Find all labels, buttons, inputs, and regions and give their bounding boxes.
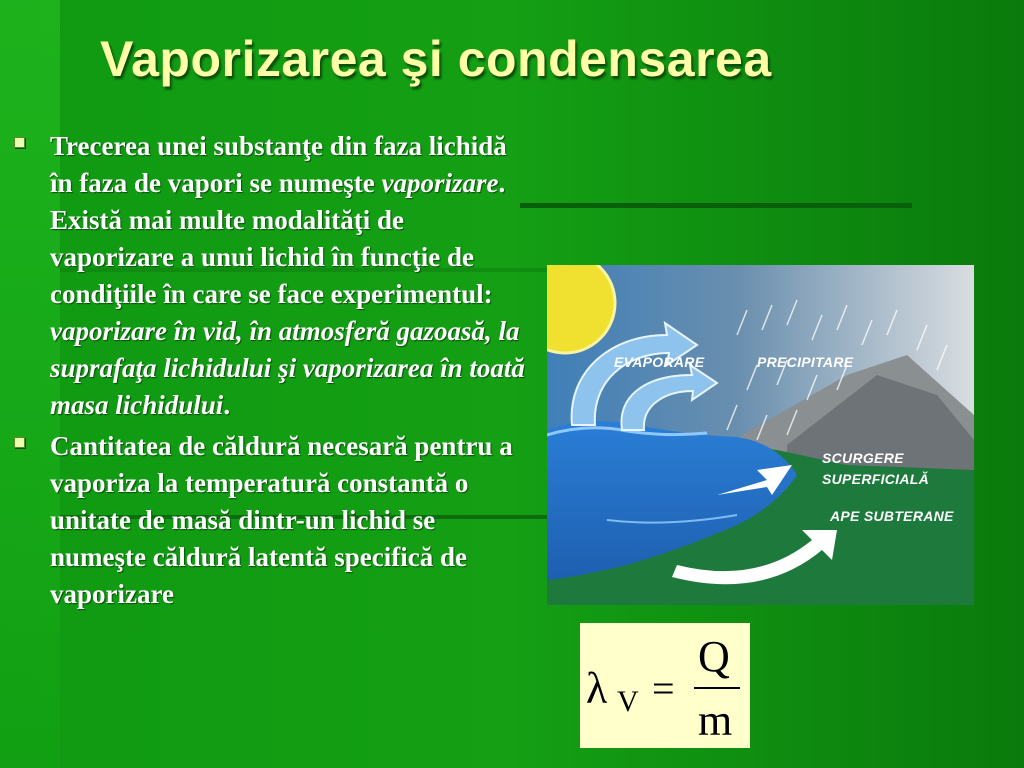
latent-heat-formula — [580, 623, 750, 748]
formula-subscript: V — [617, 685, 639, 718]
bullet-item — [12, 128, 532, 424]
formula-lambda: λ — [586, 664, 608, 713]
bullet-item — [12, 428, 532, 613]
water-cycle-illustration — [547, 265, 974, 605]
bullet-text: Trecerea unei substanţe din faza lichidă în faza de vapori se numeşte — [50, 131, 507, 198]
formula-numerator: Q — [698, 632, 730, 681]
bullet-text: , — [236, 316, 250, 346]
bullet-text: Cantitatea de căldură necesară pentru a vaporiza la temperatură constantă o unitate de masă dintr-un lichid se numeşte căldură latentă specifică de vaporizare — [50, 431, 513, 609]
bullet-text: . Există mai multe modalităţi de vaporizare a unui lichid în funcţie de condiţiile în care se face experimentul: — [50, 168, 506, 309]
formula-fraction-bar — [694, 687, 740, 689]
bullet-text: . — [223, 390, 231, 420]
runoff-label-line1: SCURGERE — [822, 450, 904, 466]
bullet-marker-icon — [14, 437, 25, 448]
bullet-italic-term: în atmosferă gazoasă, la suprafaţa lichidului şi vaporizarea în toată masa lichidului — [50, 316, 525, 420]
bullet-italic-term: vaporizare în vid — [50, 316, 236, 346]
divider-line — [520, 203, 912, 208]
bullet-italic-term: vaporizare — [381, 168, 499, 198]
bullet-list — [12, 128, 532, 613]
slide-title: Vaporizarea şi condensarea — [100, 31, 772, 87]
bullet-marker-icon — [14, 137, 25, 148]
formula-equals: = — [652, 666, 675, 711]
precipitation-label: PRECIPITARE — [757, 354, 854, 370]
water-cycle-drawing — [547, 265, 974, 605]
runoff-label-line2: SUPERFICIALĂ — [822, 471, 930, 487]
groundwater-label: APE SUBTERANE — [830, 508, 954, 524]
evaporation-label: EVAPORARE — [614, 354, 705, 370]
formula-denominator: m — [698, 696, 733, 745]
